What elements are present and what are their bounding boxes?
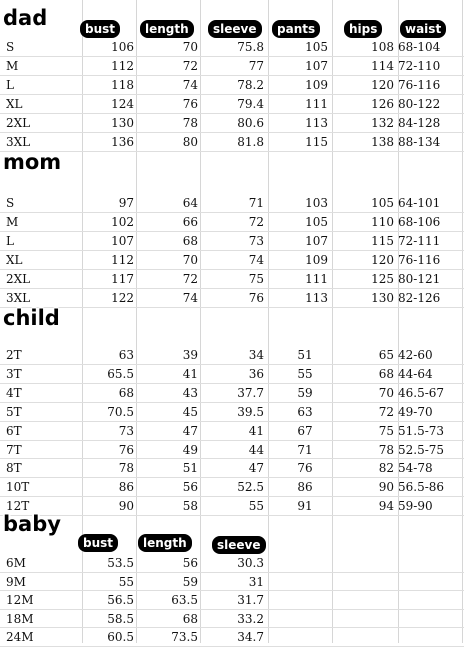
measurement-value: 56 [182, 556, 198, 570]
size-label: S [6, 40, 15, 54]
measurement-value: 88-134 [398, 135, 441, 149]
measurement-value: 63.5 [171, 593, 198, 607]
table-row [0, 251, 464, 270]
measurement-value: 82-126 [398, 291, 441, 305]
measurement-value: 73 [118, 423, 134, 438]
measurement-value: 111 [305, 97, 328, 111]
measurement-value: 113 [305, 116, 328, 130]
table-row [0, 441, 464, 460]
measurement-value: 52.5 [237, 480, 264, 495]
measurement-value: 86 [297, 480, 313, 495]
measurement-value: 45 [182, 404, 198, 419]
measurement-value: 70 [182, 40, 198, 54]
measurement-value: 51 [182, 461, 198, 476]
size-label: S [6, 196, 15, 210]
measurement-value: 106 [111, 40, 134, 54]
measurement-value: 72 [182, 272, 198, 286]
measurement-value: 73 [248, 234, 264, 248]
baby-header-length: length [138, 534, 192, 552]
measurement-value: 110 [371, 215, 394, 229]
measurement-value: 132 [371, 116, 394, 130]
table-row [0, 114, 464, 133]
measurement-value: 44 [248, 442, 264, 457]
size-label: 2XL [6, 272, 31, 286]
measurement-value: 90 [118, 499, 134, 514]
measurement-value: 76 [297, 461, 313, 476]
section-title-baby: baby [3, 512, 61, 536]
measurement-value: 72 [378, 404, 394, 419]
measurement-value: 78.2 [237, 78, 264, 92]
section-title-dad: dad [3, 6, 48, 30]
measurement-value: 51.5-73 [398, 423, 445, 438]
header-pants: pants [272, 20, 320, 38]
size-label: 3XL [6, 291, 31, 305]
table-row [0, 384, 464, 403]
size-label: 7T [6, 442, 22, 457]
table-row [0, 478, 464, 497]
measurement-value: 63 [118, 348, 134, 362]
measurement-value: 71 [248, 196, 264, 210]
size-label: 12T [6, 499, 30, 514]
table-row [0, 628, 464, 647]
measurement-value: 52.5-75 [398, 442, 445, 457]
measurement-value: 34.7 [237, 630, 264, 644]
measurement-value: 68-104 [398, 40, 441, 54]
measurement-value: 114 [371, 59, 394, 73]
measurement-value: 68 [182, 611, 198, 626]
measurement-value: 55 [297, 366, 313, 381]
measurement-value: 65 [378, 348, 394, 362]
measurement-value: 49 [182, 442, 198, 457]
section-title-child: child [3, 306, 60, 330]
measurement-value: 63 [297, 404, 313, 419]
measurement-value: 56.5-86 [398, 480, 445, 495]
size-label: 6M [6, 556, 26, 570]
measurement-value: 126 [371, 97, 394, 111]
measurement-value: 80-122 [398, 97, 441, 111]
table-row [0, 573, 464, 592]
table-row [0, 554, 464, 573]
size-label: 18M [6, 611, 34, 626]
measurement-value: 39 [182, 348, 198, 362]
size-label: M [6, 59, 19, 73]
measurement-value: 30.3 [237, 556, 264, 570]
header-waist: waist [400, 20, 446, 38]
measurement-value: 56.5 [107, 593, 134, 607]
size-label: 9M [6, 574, 26, 589]
measurement-value: 74 [248, 253, 264, 267]
measurement-value: 97 [118, 196, 134, 210]
table-row [0, 213, 464, 232]
measurement-value: 74 [182, 78, 198, 92]
measurement-value: 122 [111, 291, 134, 305]
measurement-value: 55 [118, 574, 134, 589]
size-label: 3XL [6, 135, 31, 149]
measurement-value: 91 [297, 499, 313, 514]
measurement-value: 76 [118, 442, 134, 457]
measurement-value: 103 [305, 196, 328, 210]
header-bust: bust [80, 20, 120, 38]
size-label: 24M [6, 630, 34, 644]
measurement-value: 130 [371, 291, 394, 305]
measurement-value: 75 [378, 423, 394, 438]
measurement-value: 64-101 [398, 196, 441, 210]
measurement-value: 70.5 [107, 404, 134, 419]
measurement-value: 80-121 [398, 272, 441, 286]
table-row [0, 194, 464, 213]
size-label: 4T [6, 385, 22, 400]
size-label: XL [6, 97, 23, 111]
measurement-value: 51 [297, 348, 313, 362]
measurement-value: 76-116 [398, 78, 441, 92]
size-label: 2T [6, 348, 22, 362]
measurement-value: 86 [118, 480, 134, 495]
measurement-value: 58 [182, 499, 198, 514]
measurement-value: 55 [248, 499, 264, 514]
header-hips: hips [344, 20, 382, 38]
size-label: 3T [6, 366, 22, 381]
measurement-value: 31 [248, 574, 264, 589]
measurement-value: 112 [111, 253, 134, 267]
measurement-value: 70 [378, 385, 394, 400]
size-label: 6T [6, 423, 22, 438]
measurement-value: 39.5 [237, 404, 264, 419]
size-label: 10T [6, 480, 30, 495]
measurement-value: 138 [371, 135, 394, 149]
measurement-value: 107 [305, 234, 328, 248]
table-row [0, 133, 464, 152]
table-row [0, 591, 464, 610]
measurement-value: 76-116 [398, 253, 441, 267]
measurement-value: 31.7 [237, 593, 264, 607]
table-row [0, 289, 464, 308]
measurement-value: 59 [297, 385, 313, 400]
measurement-value: 65.5 [107, 366, 134, 381]
measurement-value: 109 [305, 253, 328, 267]
measurement-value: 54-78 [398, 461, 433, 476]
measurement-value: 70 [182, 253, 198, 267]
measurement-value: 115 [305, 135, 328, 149]
measurement-value: 71 [297, 442, 313, 457]
size-label: L [6, 78, 14, 92]
measurement-value: 47 [182, 423, 198, 438]
measurement-value: 81.8 [237, 135, 264, 149]
measurement-value: 78 [118, 461, 134, 476]
measurement-value: 111 [305, 272, 328, 286]
measurement-value: 60.5 [107, 630, 134, 644]
table-row [0, 346, 464, 365]
measurement-value: 90 [378, 480, 394, 495]
size-label: M [6, 215, 19, 229]
measurement-value: 107 [305, 59, 328, 73]
measurement-value: 64 [182, 196, 198, 210]
table-row [0, 95, 464, 114]
size-label: L [6, 234, 14, 248]
size-label: 12M [6, 593, 34, 607]
measurement-value: 124 [111, 97, 134, 111]
measurement-value: 72-111 [398, 234, 441, 248]
table-row [0, 365, 464, 384]
measurement-value: 72 [248, 215, 264, 229]
size-label: XL [6, 253, 23, 267]
measurement-value: 120 [371, 78, 394, 92]
measurement-value: 105 [305, 215, 328, 229]
measurement-value: 76 [248, 291, 264, 305]
measurement-value: 130 [111, 116, 134, 130]
table-row [0, 270, 464, 289]
measurement-value: 68-106 [398, 215, 441, 229]
measurement-value: 46.5-67 [398, 385, 445, 400]
measurement-value: 58.5 [107, 611, 134, 626]
header-sleeve: sleeve [208, 20, 262, 38]
measurement-value: 59 [182, 574, 198, 589]
baby-header-bust: bust [78, 534, 118, 552]
table-row [0, 38, 464, 57]
table-row [0, 497, 464, 516]
measurement-value: 68 [118, 385, 134, 400]
measurement-value: 74 [182, 291, 198, 305]
measurement-value: 112 [111, 59, 134, 73]
measurement-value: 115 [371, 234, 394, 248]
measurement-value: 56 [182, 480, 198, 495]
size-label: 5T [6, 404, 22, 419]
measurement-value: 36 [248, 366, 264, 381]
size-label: 2XL [6, 116, 31, 130]
measurement-value: 53.5 [107, 556, 134, 570]
header-length: length [140, 20, 194, 38]
size-label: 8T [6, 461, 22, 476]
table-row [0, 76, 464, 95]
table-row [0, 610, 464, 629]
measurement-value: 41 [248, 423, 264, 438]
measurement-value: 59-90 [398, 499, 433, 514]
measurement-value: 118 [111, 78, 134, 92]
section-title-mom: mom [3, 150, 62, 174]
measurement-value: 68 [378, 366, 394, 381]
measurement-value: 47 [248, 461, 264, 476]
measurement-value: 73.5 [171, 630, 198, 644]
measurement-value: 117 [111, 272, 134, 286]
measurement-value: 80.6 [237, 116, 264, 130]
measurement-value: 72 [182, 59, 198, 73]
measurement-value: 68 [182, 234, 198, 248]
measurement-value: 107 [111, 234, 134, 248]
measurement-value: 75.8 [237, 40, 264, 54]
measurement-value: 66 [182, 215, 198, 229]
measurement-value: 33.2 [237, 611, 264, 626]
measurement-value: 79.4 [237, 97, 264, 111]
measurement-value: 72-110 [398, 59, 441, 73]
measurement-value: 120 [371, 253, 394, 267]
table-row [0, 232, 464, 251]
measurement-value: 82 [378, 461, 394, 476]
table-row [0, 422, 464, 441]
measurement-value: 44-64 [398, 366, 433, 381]
measurement-value: 94 [378, 499, 394, 514]
measurement-value: 75 [248, 272, 264, 286]
table-row [0, 57, 464, 76]
measurement-value: 43 [182, 385, 198, 400]
measurement-value: 84-128 [398, 116, 441, 130]
measurement-value: 78 [378, 442, 394, 457]
measurement-value: 136 [111, 135, 134, 149]
measurement-value: 105 [305, 40, 328, 54]
measurement-value: 125 [371, 272, 394, 286]
measurement-value: 42-60 [398, 348, 433, 362]
measurement-value: 108 [371, 40, 394, 54]
measurement-value: 77 [248, 59, 264, 73]
measurement-value: 78 [182, 116, 198, 130]
table-row [0, 403, 464, 422]
measurement-value: 41 [182, 366, 198, 381]
measurement-value: 76 [182, 97, 198, 111]
measurement-value: 49-70 [398, 404, 433, 419]
measurement-value: 102 [111, 215, 134, 229]
baby-header-sleeve: sleeve [212, 536, 266, 554]
measurement-value: 80 [182, 135, 198, 149]
measurement-value: 37.7 [237, 385, 264, 400]
measurement-value: 67 [297, 423, 313, 438]
measurement-value: 109 [305, 78, 328, 92]
measurement-value: 113 [305, 291, 328, 305]
measurement-value: 34 [248, 348, 264, 362]
table-row [0, 459, 464, 478]
measurement-value: 105 [371, 196, 394, 210]
